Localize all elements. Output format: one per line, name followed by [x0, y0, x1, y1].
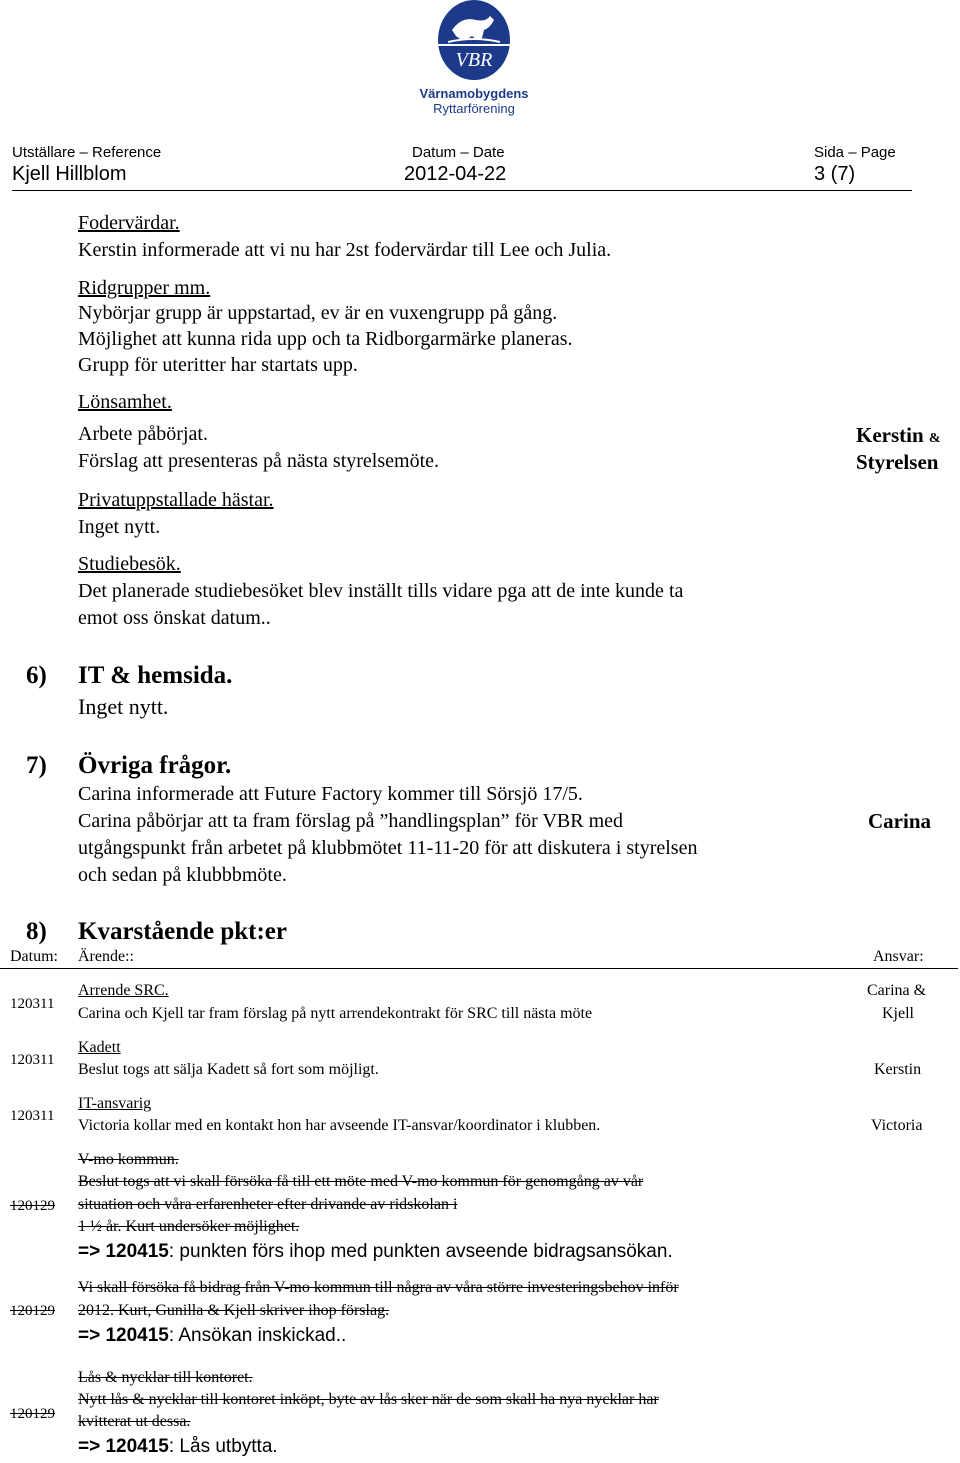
- table-row-line: Beslut togs att sälja Kadett så fort som möjligt.: [78, 1061, 379, 1078]
- exhibitor-value: Kjell Hillblom: [12, 163, 127, 185]
- ridgrupper-line: Möjlighet att kunna rida upp och ta Ridborgarmärke planeras.: [78, 328, 573, 350]
- section-8-number: 8): [26, 918, 47, 945]
- lonsamhet-heading: Lönsamhet.: [78, 391, 172, 413]
- date-value: 2012-04-22: [404, 163, 507, 185]
- ridgrupper-heading: Ridgrupper mm.: [78, 277, 211, 299]
- table-row-update: [78, 1241, 673, 1263]
- section-7-title: Övriga frågor.: [78, 752, 232, 779]
- ridgrupper-line: Nybörjar grupp är uppstartad, ev är en vuxengrupp på gång.: [78, 302, 558, 324]
- update-prefix: => 120415: [78, 1325, 169, 1346]
- table-row-line: kvitterat ut dessa.: [78, 1413, 191, 1430]
- section-6-line: Inget nytt.: [78, 694, 169, 719]
- studiebesok-line: Det planerade studiebesöket blev inställt tills vidare pga att de inte kunde ta: [78, 580, 684, 602]
- section-7-line: utgångspunkt från arbetet på klubbmötet 11-11-20 för att diskutera i styrelsen: [78, 837, 698, 859]
- table-row-date: 120129: [10, 1198, 55, 1214]
- club-crest-icon: [404, 0, 544, 118]
- club-logo: [404, 0, 544, 118]
- table-row-line: Carina och Kjell tar fram förslag på nytt arrendekontrakt för SRC till nästa möte: [78, 1005, 593, 1022]
- fodervardar-heading: Fodervärdar.: [78, 212, 180, 234]
- table-row-date: 120311: [10, 1052, 55, 1068]
- table-row-date: 120311: [10, 1108, 55, 1124]
- header-divider: [12, 190, 912, 191]
- privat-line: Inget nytt.: [78, 516, 161, 538]
- section-7-responsible: Carina: [868, 809, 931, 833]
- table-row-line: Vi skall försöka få bidrag från V-mo kommun till några av våra större investeringsbehov inför: [78, 1279, 679, 1296]
- svg-text:VBR: VBR: [455, 49, 493, 71]
- studiebesok-line: emot oss önskat datum..: [78, 607, 271, 629]
- table-row-responsible: Kerstin: [874, 1061, 922, 1078]
- privat-heading: Privatuppstallade hästar.: [78, 489, 274, 511]
- table-row-title: IT-ansvarig: [78, 1095, 152, 1112]
- svg-text:Ryttarförening: Ryttarförening: [433, 101, 515, 116]
- section-7-line: och sedan på klubbbmöte.: [78, 864, 287, 886]
- studiebesok-heading: Studiebesök.: [78, 553, 181, 575]
- section-6-number: 6): [26, 662, 47, 689]
- col-date: Datum:: [10, 948, 58, 965]
- fodervardar-line: Kerstin informerade att vi nu har 2st fodervärdar till Lee och Julia.: [78, 239, 612, 261]
- section-6-title: IT & hemsida.: [78, 662, 233, 689]
- table-row-line: 2012. Kurt, Gunilla & Kjell skriver ihop förslag.: [78, 1302, 390, 1319]
- exhibitor-label: Utställare – Reference: [12, 144, 162, 161]
- update-text: : punkten förs ihop med punkten avseende bidragsansökan.: [168, 1241, 673, 1262]
- lonsamhet-line: Arbete påbörjat.: [78, 423, 208, 445]
- section-7-number: 7): [26, 752, 47, 779]
- table-row-responsible: Kjell: [882, 1005, 914, 1022]
- table-header: [0, 946, 958, 969]
- section-7-line: Carina påbörjar att ta fram förslag på ”handlingsplan” för VBR med: [78, 810, 624, 832]
- table-row-date: 120129: [10, 1406, 55, 1422]
- table-row-title: Arrende SRC.: [78, 982, 169, 999]
- table-row-line: 1 ½ år. Kurt undersöker möjlighet.: [78, 1218, 300, 1235]
- table-row-responsible: Victoria: [871, 1117, 923, 1134]
- table-row-title: Lås & nycklar till kontoret.: [78, 1369, 253, 1386]
- responsible-name: Kerstin: [856, 423, 924, 447]
- svg-text:Värnamobygdens: Värnamobygdens: [419, 86, 529, 101]
- lonsamhet-responsible-2: Styrelsen: [856, 450, 939, 474]
- update-text: : Lås utbytta.: [168, 1436, 278, 1457]
- update-prefix: => 120415: [78, 1241, 169, 1262]
- col-matter: Ärende::: [78, 948, 134, 965]
- page-value: 3 (7): [814, 163, 856, 185]
- col-responsible: Ansvar:: [873, 948, 924, 965]
- ridgrupper-line: Grupp för uteritter har startats upp.: [78, 354, 358, 376]
- table-row-line: Beslut togs att vi skall försöka få till ett möte med V-mo kommun för genomgång av vår: [78, 1173, 644, 1190]
- lonsamhet-responsible: [856, 423, 941, 448]
- lonsamhet-line: Förslag att presenteras på nästa styrelsemöte.: [78, 450, 439, 472]
- table-row-date: 120129: [10, 1303, 55, 1319]
- update-prefix: => 120415: [78, 1436, 169, 1457]
- section-7-line: Carina informerade att Future Factory kommer till Sörsjö 17/5.: [78, 783, 583, 805]
- table-row-date: 120311: [10, 996, 55, 1012]
- update-text: : Ansökan inskickad..: [168, 1325, 347, 1346]
- responsible-amp: &: [928, 431, 941, 446]
- table-row-responsible: Carina &: [867, 982, 927, 999]
- table-row-line: Victoria kollar med en kontakt hon har avseende IT-ansvar/koordinator i klubben.: [78, 1117, 601, 1134]
- table-row-update: [78, 1436, 278, 1458]
- section-8-title: Kvarstående pkt:er: [78, 918, 287, 945]
- page-label: Sida – Page: [814, 144, 896, 161]
- table-row-line: Nytt lås & nycklar till kontoret inköpt, byte av lås sker när de som skall ha nya nycklar har: [78, 1391, 659, 1408]
- table-row-title: Kadett: [78, 1039, 121, 1056]
- table-row-title: V-mo kommun.: [78, 1151, 179, 1168]
- date-label: Datum – Date: [412, 144, 505, 161]
- table-row-line: situation och våra erfarenheter efter drivande av ridskolan i: [78, 1196, 458, 1213]
- table-row-update: [78, 1325, 346, 1347]
